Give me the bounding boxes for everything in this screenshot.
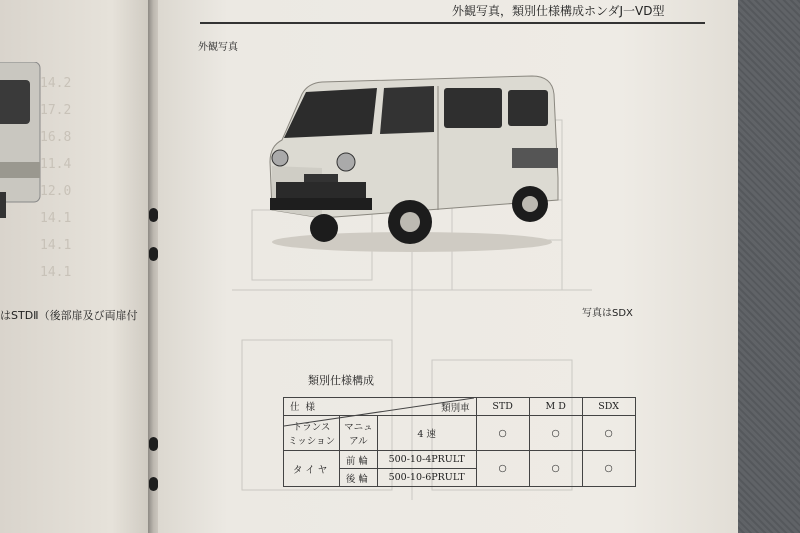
table-row [284,451,636,469]
column-header: M D [529,398,582,416]
mark-cell: ○ [476,451,529,487]
row-sub-label: 後輪 [340,469,378,487]
mark-cell: ○ [529,451,582,487]
bleed-through-text: 14.2 17.2 16.8 11.4 12.0 14.1 14.1 14.1 [40,76,72,280]
photo-caption: 写真はSDX [582,308,633,319]
section-label: 外観写真 [198,42,238,53]
row-sub-label: 前輪 [340,451,378,469]
binder-hole [149,437,158,451]
corner-top-label: 類別車 [441,403,470,414]
left-page [0,0,160,533]
row-group-label-line2: ミッション [288,436,336,447]
table-header-row [284,398,636,416]
van-photo [262,70,572,260]
row-spec: 500-10-4PRULT [377,451,476,469]
header-rule [200,22,705,24]
row-group-label: タイヤ [284,451,340,487]
column-header: STD [476,398,529,416]
left-page-caption: はSTDⅡ（後部扉及び両扉付 [0,309,138,322]
corner-bottom-label: 仕様 [290,402,322,413]
column-header: SDX [582,398,635,416]
page-header-title: 外観写真，類別仕様構成ホンダJ一VD型 [452,4,665,18]
spec-table [283,397,636,487]
mark-cell: ○ [529,416,582,451]
row-sub-label-line1: マニュ [344,422,373,433]
row-spec: 4 速 [377,416,476,451]
corner-header-cell [284,398,477,416]
row-group-label-line1: トランス [292,422,331,433]
binder-hole [149,208,158,222]
table-title: 類別仕様構成 [308,374,374,387]
row-sub-label-line2: アル [349,436,368,447]
mark-cell: ○ [582,451,635,487]
row-spec: 500-10-6PRULT [377,469,476,487]
mark-cell: ○ [582,416,635,451]
binder-hole [149,477,158,491]
mark-cell: ○ [476,416,529,451]
binder-hole [149,247,158,261]
